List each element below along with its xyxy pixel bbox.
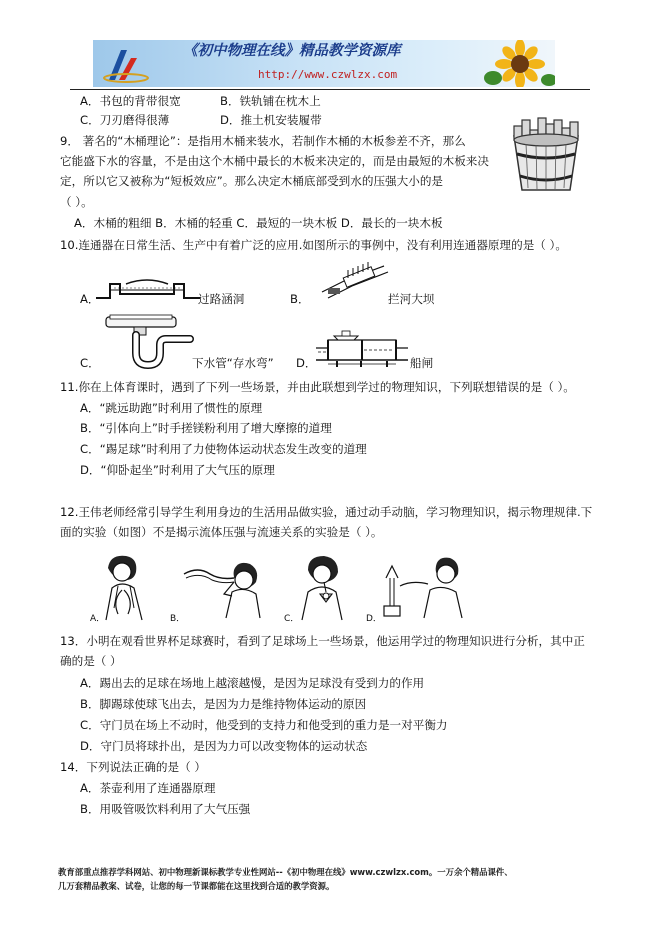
q10-option-a-letter: A． [80, 292, 100, 306]
q14-option-a: A．茶壶利用了连通器原理 [80, 781, 216, 795]
ship-lock-diagram [316, 328, 408, 368]
q8-option-a: A．书包的背带很宽 [80, 94, 181, 108]
q10-option-a-caption: 过路涵洞 [198, 292, 245, 306]
q9-options: A．木桶的粗细 B．木桶的轻重 C．最短的一块木板 D．最长的一块木板 [74, 216, 443, 230]
header-rule [70, 89, 590, 90]
q12-label-c: C． [284, 614, 300, 624]
dam-diagram [318, 262, 388, 302]
q11-option-b: B．“引体向上”时手搓镁粉利用了增大摩擦的道理 [80, 421, 332, 435]
q12-line-1: 12.王伟老师经常引导学生利用身边的生活用品做实验，通过动手动脑，学习物理知识，揭示物理规律.下 [60, 505, 593, 519]
culvert-diagram [96, 270, 200, 304]
wooden-bucket-icon [506, 116, 586, 196]
blowing-paper-figure [98, 550, 154, 622]
blowing-funnel-figure [296, 552, 352, 622]
footer-line-1: 教育部重点推荐学科网站、初中物理新课标教学专业性网站--《初中物理在线》www.czwlzx.com。一万余个精品课件、 [58, 867, 513, 877]
q12-label-b: B． [170, 614, 186, 624]
q14-option-b: B．用吸管吸饮料利用了大气压强 [80, 802, 251, 816]
q9-line-4: （ ）。 [60, 195, 93, 209]
q13-line-2: 确的是（ ） [60, 654, 122, 668]
site-url: http://www.czwlzx.com [258, 68, 398, 81]
q9-line-3: 定，所以它又被称为“短板效应”。那么决定木桶底部受到水的压强大小的是 [60, 174, 444, 188]
q10-option-d-letter: D． [296, 356, 317, 370]
q10-stem: 10.连通器在日常生活、生产中有着广泛的应用.如图所示的事例中，没有利用连通器原理的是（ ）。 [60, 238, 567, 252]
q14-stem: 14．下列说法正确的是（ ） [60, 760, 206, 774]
q10-option-d-caption: 船闸 [410, 356, 434, 370]
q9-line-2: 它能盛下水的容量，不是由这个木桶中最长的木板来决定的，而是由最短的木板来决 [60, 154, 489, 168]
q11-option-c: C．“踢足球”时利用了力使物体运动状态发生改变的道理 [80, 442, 367, 456]
q13-option-d: D．守门员将球扑出，是因为力可以改变物体的运动状态 [80, 739, 368, 753]
q11-option-a: A．“跳远助跑”时利用了惯性的原理 [80, 401, 263, 415]
q13-line-1: 13．小明在观看世界杯足球赛时，看到了足球场上一些场景，他运用学过的物理知识进行分析，其中正 [60, 634, 585, 648]
q9-line-1: 9． 著名的“木桶理论”：是指用木桶来装水，若制作木桶的木板参差不齐，那么 [60, 134, 466, 148]
q11-stem: 11.你在上体育课时，遇到了下列一些场景，并由此联想到学过的物理知识，下列联想错误的是（ ）。 [60, 380, 575, 394]
sunflower-icon [485, 40, 555, 87]
site-logo-icon [101, 44, 151, 84]
q10-option-c-letter: C． [80, 356, 100, 370]
q10-option-c-caption: 下水管“存水弯” [192, 356, 274, 370]
blowing-strip-figure [184, 560, 264, 620]
q12-line-2: 面的实验（如图）不是揭示流体压强与流速关系的实验是（ ）。 [60, 525, 383, 539]
site-title: 《初中物理在线》精品教学资源库 [183, 43, 401, 59]
footer-line-2: 几万套精品教案、试卷，让您的每一节课都能在这里找到合适的教学资源。 [58, 881, 335, 891]
q12-label-a: A． [90, 614, 106, 624]
q13-option-c: C．守门员在场上不动时，他受到的支持力和他受到的重力是一对平衡力 [80, 718, 448, 732]
q8-option-b: B．铁轨铺在枕木上 [220, 94, 321, 108]
q8-option-d: D．推土机安装履带 [220, 113, 322, 127]
q8-option-c: C．刀刃磨得很薄 [80, 113, 170, 127]
header-banner [93, 40, 555, 87]
q10-option-b-caption: 拦河大坝 [388, 292, 435, 306]
q11-option-d: D．“仰卧起坐”时利用了大气压的原理 [80, 463, 275, 477]
blowing-card-figure [378, 556, 464, 620]
q10-option-b-letter: B． [290, 292, 310, 306]
q12-label-d: D． [366, 614, 382, 624]
sink-trap-diagram [100, 313, 196, 371]
q13-option-b: B．脚踢球使球飞出去，是因为力是维持物体运动的原因 [80, 697, 367, 711]
q13-option-a: A．踢出去的足球在场地上越滚越慢，是因为足球没有受到力的作用 [80, 676, 425, 690]
